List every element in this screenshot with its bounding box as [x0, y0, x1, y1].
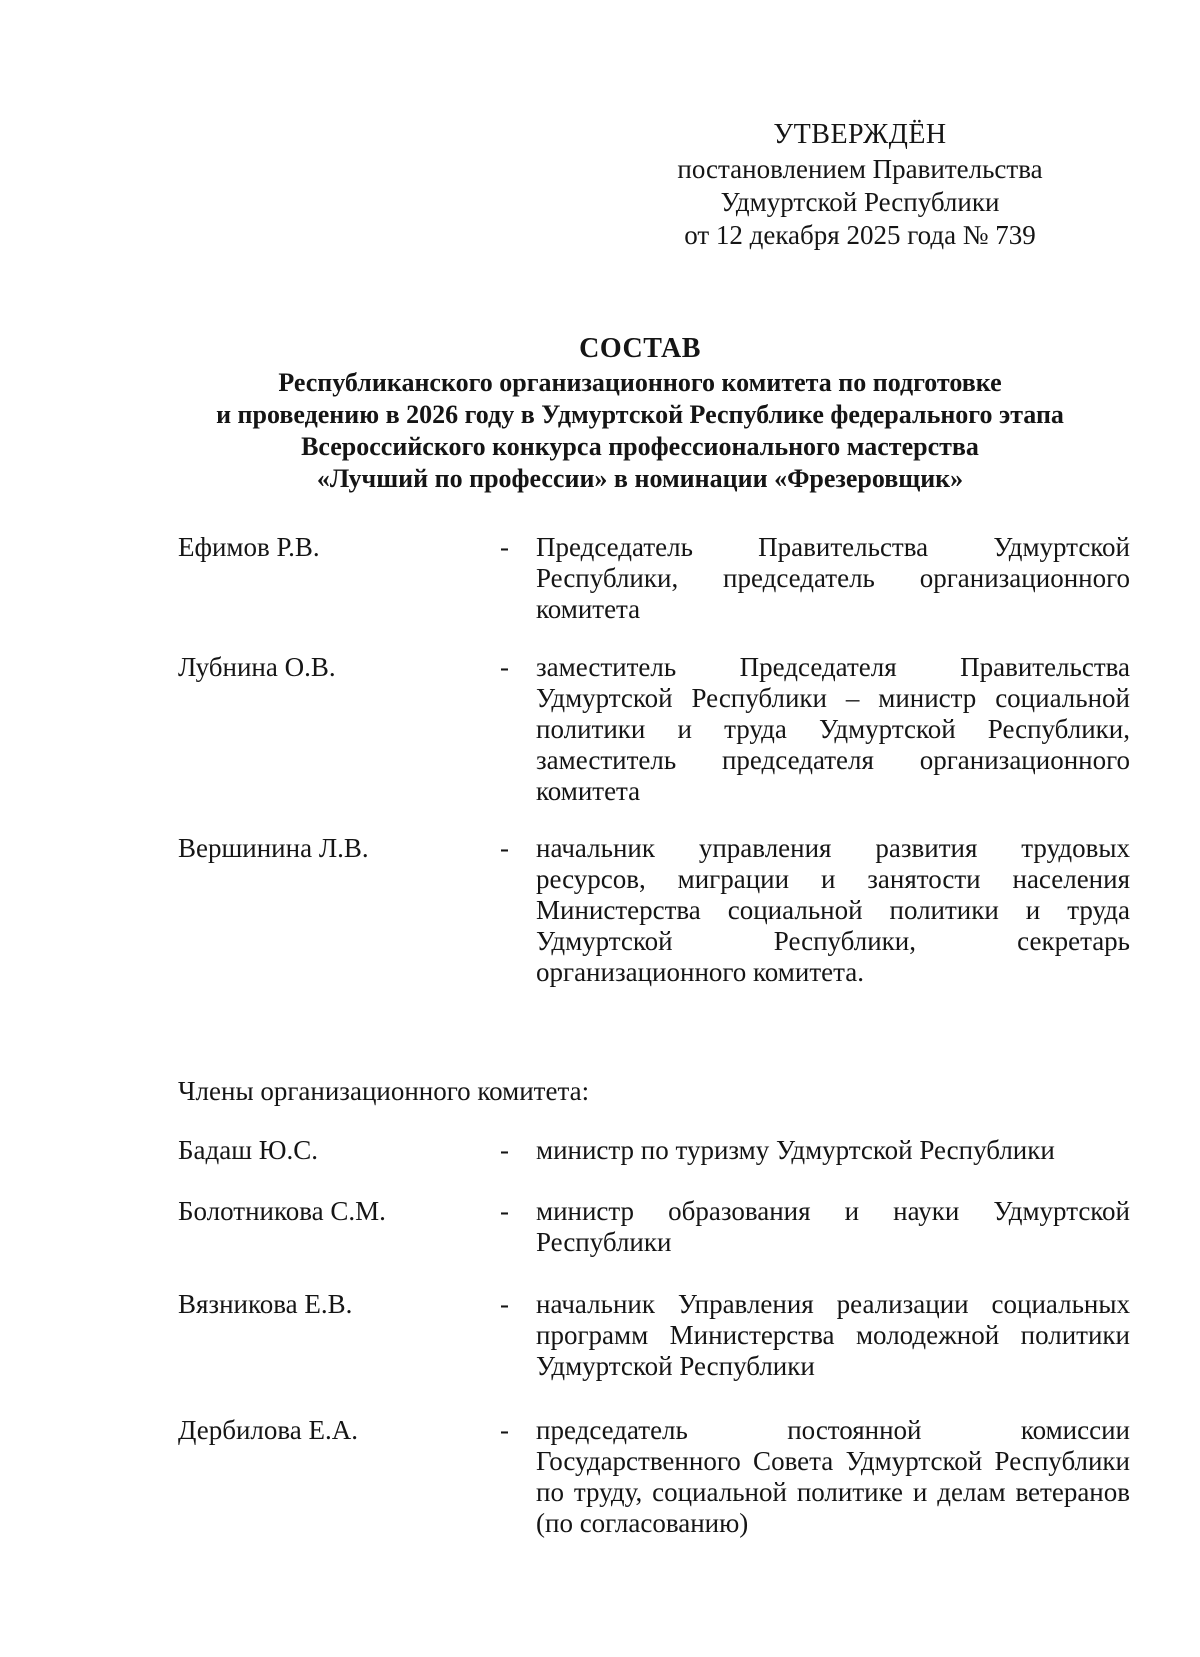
- document-subtitle-line-1: Республиканского организационного комитета по подготовке: [278, 368, 1002, 397]
- member-dash: -: [500, 532, 509, 562]
- member-dash: -: [500, 1135, 509, 1165]
- member-name: Лубнина О.В.: [178, 652, 336, 682]
- committee-entry-deputy-chair: [178, 652, 1130, 807]
- member-role: министр образования и науки Удмуртской Республики: [536, 1196, 1130, 1257]
- approval-title: УТВЕРЖДЁН: [773, 119, 947, 150]
- approval-line-1: постановлением Правительства: [677, 154, 1043, 184]
- document-heading: [160, 333, 1120, 495]
- member-dash: -: [500, 1196, 509, 1226]
- member-name: Дербилова Е.А.: [178, 1415, 359, 1445]
- committee-entry-member: [178, 1415, 1130, 1539]
- document-title: СОСТАВ: [579, 333, 701, 364]
- member-name: Бадаш Ю.С.: [178, 1135, 319, 1165]
- document-subtitle-line-2: и проведению в 2026 году в Удмуртской Республике федерального этапа: [216, 400, 1064, 429]
- approval-line-3: от 12 декабря 2025 года № 739: [684, 220, 1036, 250]
- member-dash: -: [500, 652, 509, 682]
- member-dash: -: [500, 1415, 509, 1445]
- committee-entry-chair: [178, 532, 1130, 625]
- member-name: Болотникова С.М.: [178, 1196, 386, 1226]
- member-dash: -: [500, 833, 509, 863]
- approval-line-2: Удмуртской Республики: [720, 187, 1000, 217]
- approval-stamp-block: [650, 118, 1070, 252]
- member-dash: -: [500, 1289, 509, 1319]
- member-role: министр по туризму Удмуртской Республики: [536, 1135, 1055, 1165]
- member-role: заместитель Председателя Правительства Удмуртской Республики – министр социальной политики и труда Удмуртской Республики, заместитель председателя организационного комитета: [536, 652, 1130, 806]
- member-role: Председатель Правительства Удмуртской Республики, председатель организационного комитета: [536, 532, 1130, 624]
- members-heading: Члены организационного комитета:: [178, 1076, 590, 1106]
- committee-entry-member: [178, 1135, 1130, 1166]
- member-name: Ефимов Р.В.: [178, 532, 320, 562]
- member-role: председатель постоянной комиссии Государственного Совета Удмуртской Республики по труду, социальной политике и делам ветеранов (по согласованию): [536, 1415, 1130, 1538]
- committee-entry-secretary: [178, 833, 1130, 988]
- member-role: начальник Управления реализации социальных программ Министерства молодежной политики Удмуртской Республики: [536, 1289, 1130, 1381]
- document-subtitle-line-3: Всероссийского конкурса профессионального мастерства: [301, 432, 979, 461]
- member-name: Вершинина Л.В.: [178, 833, 369, 863]
- committee-entry-member: [178, 1196, 1130, 1258]
- committee-entry-member: [178, 1289, 1130, 1382]
- document-subtitle-line-4: «Лучший по профессии» в номинации «Фрезеровщик»: [316, 464, 964, 493]
- member-role: начальник управления развития трудовых ресурсов, миграции и занятости населения Министерства социальной политики и труда Удмуртской Республики, секретарь организационного комитета.: [536, 833, 1130, 987]
- member-name: Вязникова Е.В.: [178, 1289, 353, 1319]
